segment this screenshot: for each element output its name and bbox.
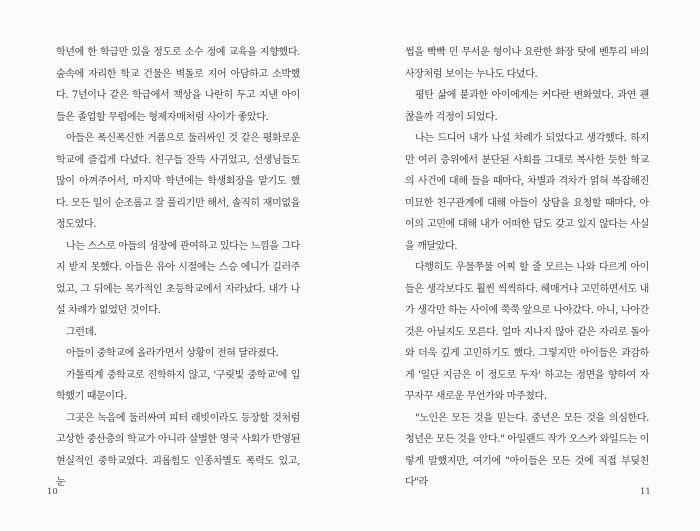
right-page [350, 0, 700, 531]
paragraph: 가톨릭계 중학교로 진학하지 않고, '구릿빛 중학교'에 입학했기 때문이다. [56, 369, 300, 402]
page-number-left: 10 [47, 487, 58, 497]
left-page-body [56, 42, 300, 494]
paragraph: 학년에 한 학급만 있을 정도로 소수 정예 교육을 지향했다. 숲속에 자리한 학교 건물은 벽돌로 지어 아담하고 소박했다. 7년이나 같은 학급에서 책상을 나란히 두고 지낸 아이들은 졸업할 무렵에는 형제자매처럼 사이가 좋았다. [56, 47, 300, 123]
paragraph: 그곳은 녹음에 둘러싸여 피터 래빗이라도 등장할 것처럼 고상한 중산층의 학교가 아니라 살벌한 영국 사회가 반영된 현실적인 중학교였다. 괴롭힘도 인종차별도 폭력도 있고, 눈 [56, 412, 300, 488]
paragraph: 다행히도 우물쭈물 어찌 할 줄 모르는 나와 다르게 아이들은 생각보다도 훨씬 씩씩하다. 헤매거나 고민하면서도 내가 생각만 하는 사이에 쭉쭉 앞으로 나아갔다. 아니, 나아간 것은 아닐지도 모른다. 얼마 지나지 않아 같은 자리로 돌아와 더욱 깊게 고민하기도 했다. 그렇지만 아이들은 과감하게 '일단 지금은 이 정도로 두자' 하고는 정면을 향하여 자꾸자꾸 새로운 무언가와 마주쳤다. [405, 262, 649, 402]
paragraph: 썹을 빡빡 민 무서운 형이나 요란한 화장 탓에 벤투리 바의 사장처럼 보이는 누나도 다녔다. [405, 47, 649, 80]
page-number-right: 11 [640, 487, 651, 497]
paragraph: 아들은 폭신폭신한 거품으로 둘러싸인 것 같은 평화로운 학교에 즐겁게 다녔다. 친구들 잔뜩 사귀었고, 선생님들도 많이 아껴주어서, 마지막 학년에는 학생회장을 맡기도 했다. 모든 일이 순조롭고 잘 풀리기만 해서, 솔직히 재미없을 정도였다. [56, 133, 300, 230]
paragraph: 나는 스스로 아들의 성장에 관여하고 있다는 느낌을 그다지 받지 못했다. 아들은 유아 시절에는 스승 에니가 길러주었고, 그 뒤에는 목가적인 초등학교에서 자라났다. 내가 나설 차례가 없었던 것이다. [56, 240, 300, 316]
right-page-body [405, 42, 649, 494]
paragraph: 나는 드디어 내가 나설 차례가 되었다고 생각했다. 하지만 여러 층위에서 분단된 사회를 그대로 복사한 듯한 학교의 사건에 대해 들을 때마다, 차별과 격차가 얽혀 복잡해진 미묘한 친구관계에 대해 아들이 상담을 요청할 때마다, 아이의 고민에 대해 내가 어떠한 답도 갖고 있지 않다는 사실을 깨달았다. [405, 133, 649, 252]
paragraph: "노인은 모든 것을 믿는다. 중년은 모든 것을 의심한다. 청년은 모든 것을 안다." 아일랜드 작가 오스카 와일드는 이렇게 말했지만, 여기에 "아이들은 모든 것에 직접 부딪친다"라 [405, 412, 649, 488]
paragraph: 그런데. [66, 326, 97, 338]
paragraph: 평탄 삶에 붙과한 아이에게는 커다란 변화였다. 과연 괜찮을까 걱정이 되었다. [405, 90, 649, 123]
paragraph: 아들이 중학교에 올라가면서 상황이 전혀 달라졌다. [66, 348, 279, 359]
